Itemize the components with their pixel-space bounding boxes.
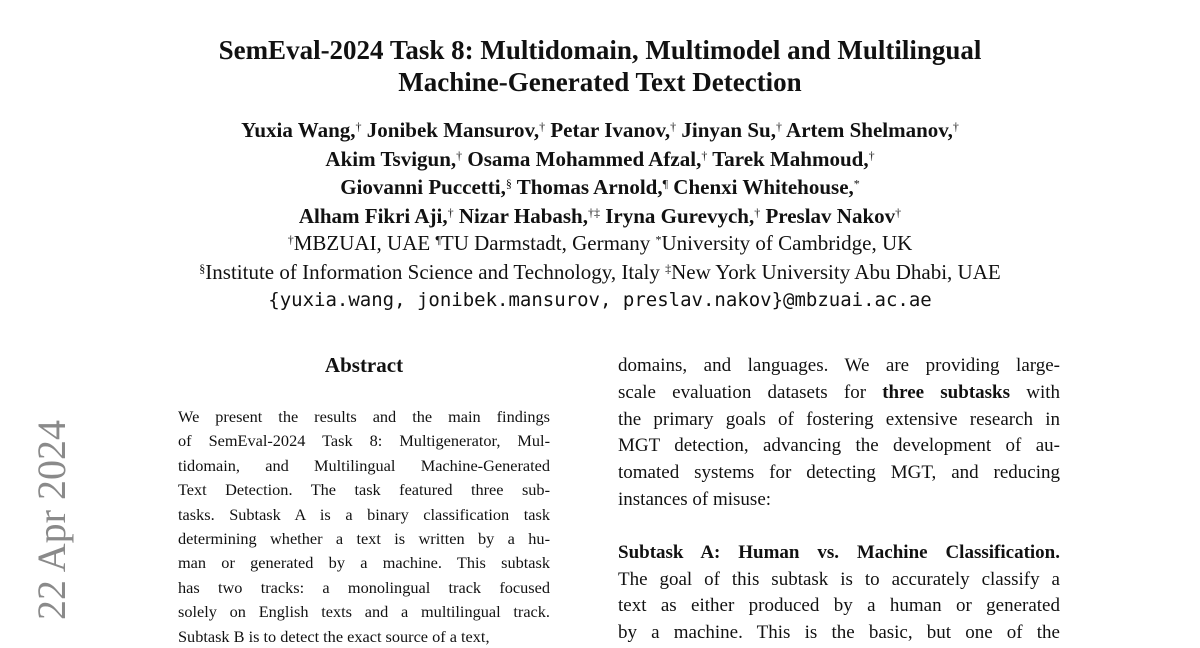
author-name: Artem Shelmanov, [786,118,953,142]
text-run: domains, and languages. We are providing large- [618,355,1060,376]
abstract-line: of SemEval-2024 Task 8: Multigenerator, Mul- [178,431,550,451]
abstract-line: tidomain, and Multilingual Machine-Generated [178,455,550,475]
text-run: The goal of this subtask is to accurately classify a [618,568,1060,590]
affiliation-text: New York University Abu Dhabi, UAE [671,259,1001,284]
author-name: Giovanni Puccetti, [340,175,506,199]
affiliation-mark: † [701,147,708,162]
author-line [100,173,1100,202]
author-name: Jonibek Mansurov, [366,118,540,142]
affiliation-mark: † [287,232,294,247]
affiliation-mark: † [952,119,959,134]
author-name: Chenxi Whitehouse, [673,175,854,199]
affiliation-mark: † [895,204,902,219]
text-line [618,460,1060,487]
bold-run: three subtasks [882,381,1011,403]
text-run: tomated systems for detecting MGT, and reducing [618,462,1060,484]
text-line [618,487,1060,514]
author-name: Iryna Gurevych, [605,203,755,228]
author-name: Preslav Nakov [765,203,896,228]
affiliations [100,229,1100,286]
affiliation-mark: † [539,119,546,134]
title-line: Machine-Generated Text Detection [398,67,802,97]
affiliation-mark: ¶ [435,232,441,247]
abstract-line: tasks. Subtask A is a binary classification task [178,504,550,524]
abstract-line: Text Detection. The task featured three sub- [178,480,550,500]
subtask-a-paragraph [618,540,1060,647]
affiliation-mark: † [868,147,875,162]
author-name: Petar Ivanov, [550,118,671,142]
text-line [618,567,1060,594]
right-column-text [618,353,1060,647]
affiliation-text: MBZUAI, UAE [293,231,436,255]
intro-paragraph [618,353,1060,514]
text-run: MGT detection, advancing the development of au- [618,435,1060,457]
affiliation-mark: † [775,119,782,134]
contact-email[interactable]: {yuxia.wang, jonibek.mansurov, preslav.nakov}@mbzuai.ac.ae [268,289,932,311]
affiliation-mark: * [853,176,860,191]
affiliation-mark: * [655,232,662,247]
abstract-line: has two tracks: a monolingual track focused [178,577,550,597]
author-line [100,145,1100,174]
bold-run: Subtask A: Human vs. Machine Classification. [618,541,1060,563]
arxiv-date-stamp: 22 Apr 2024 [29,420,74,620]
text-line [618,353,1060,380]
author-name: Jinyan Su, [681,118,776,142]
author-name: Nizar Habash, [458,203,588,228]
text-run: text as either produced by a human or generated [618,595,1060,617]
author-name: Thomas Arnold, [516,175,663,199]
abstract-line: determining whether a text is written by a hu- [178,529,550,549]
abstract-heading: Abstract [324,353,404,377]
abstract-line: Subtask B is to detect the exact source of a text, [178,626,490,646]
text-line [618,380,1060,407]
text-line [618,433,1060,460]
author-name: Tarek Mahmoud, [712,146,869,171]
affiliation-mark: † [355,119,362,134]
affiliation-mark: † [670,119,677,134]
affiliation-mark: § [505,176,512,191]
affiliation-line [100,258,1100,287]
abstract-line: man or generated by a machine. This subtask [178,553,550,573]
affiliation-line [100,229,1100,258]
affiliation-mark: †‡ [588,204,600,219]
affiliation-mark: § [199,260,206,275]
abstract-body [178,405,550,648]
affiliation-text: University of Cambridge, UK [661,231,913,255]
author-name: Yuxia Wang, [241,118,356,142]
affiliation-mark: † [447,204,454,219]
affiliation-mark: † [456,147,463,162]
author-name: Osama Mohammed Afzal, [467,146,702,171]
author-line [100,116,1100,145]
author-name: Akim Tsvigun, [325,146,457,171]
abstract-line: We present the results and the main findings [178,407,550,426]
affiliation-mark: ¶ [662,176,669,191]
text-run: instances of misuse: [618,488,772,510]
text-run: scale evaluation datasets for [618,381,883,403]
affiliation-text: TU Darmstadt, Germany [440,231,656,255]
text-line [618,407,1060,434]
text-line [618,620,1060,647]
text-line [618,540,1060,567]
affiliation-mark: ‡ [665,260,672,275]
affiliation-mark: † [754,204,761,219]
text-run: the primary goals of fostering extensive research in [618,408,1060,430]
title-line: SemEval-2024 Task 8: Multidomain, Multimodel and Multilingual [218,35,982,65]
affiliation-text: Institute of Information Science and Technology, Italy [205,259,666,284]
author-list [100,116,1100,230]
author-name: Alham Fikri Aji, [298,203,448,228]
text-run: with [1010,381,1061,403]
text-run: by a machine. This is the basic, but one of the [618,622,1060,644]
paper-title [120,34,1080,98]
abstract-line: solely on English texts and a multilingual track. [178,602,550,622]
text-line [618,593,1060,620]
author-line [100,202,1100,231]
